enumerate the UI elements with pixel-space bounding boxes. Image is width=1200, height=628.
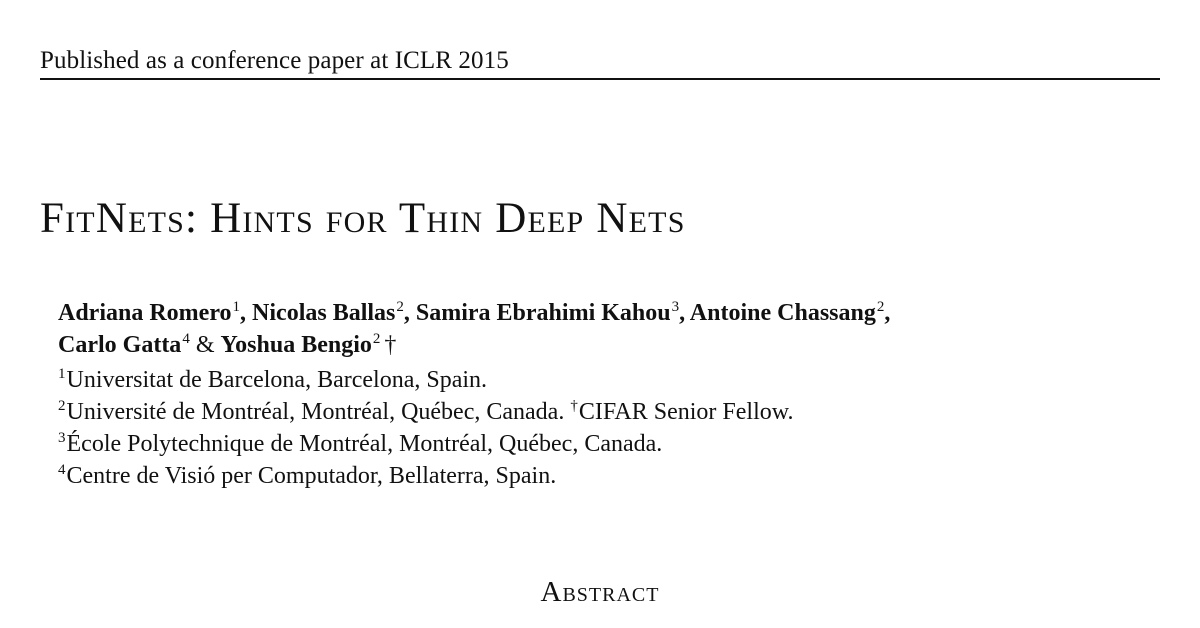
affiliation — [58, 460, 794, 492]
affiliation-mark: 4 — [58, 462, 66, 478]
affiliation-mark: 4 — [182, 331, 190, 347]
author-name: Adriana Romero — [58, 300, 232, 326]
affiliation-mark: 2 — [372, 331, 381, 347]
affiliation-text: Centre de Visió per Computador, Bellaterra, Spain. — [66, 463, 557, 489]
author-name: Carlo Gatta — [58, 332, 182, 358]
author-separator: , — [403, 300, 416, 326]
author-separator: , — [884, 300, 891, 326]
affiliation-text: École Polytechnique de Montréal, Montréal, Québec, Canada. — [66, 431, 663, 457]
affiliation — [58, 428, 794, 460]
affiliation-mark: 2 — [58, 398, 66, 414]
header-rule — [40, 78, 1160, 80]
affiliation-text: Université de Montréal, Montréal, Québec, Canada. — [66, 399, 571, 425]
paper-title: FitNets: Hints for Thin Deep Nets — [40, 195, 686, 242]
affiliation-mark: 2 — [396, 299, 404, 315]
author-name: Samira Ebrahimi Kahou — [415, 300, 671, 326]
author-separator: , — [679, 300, 690, 326]
abstract-heading: Abstract — [540, 576, 660, 608]
author-name: Yoshua Bengio — [220, 332, 372, 358]
affiliation-mark: 1 — [58, 366, 66, 382]
affiliation-list — [58, 364, 794, 492]
dagger-mark: † — [384, 332, 397, 358]
author-separator: & — [189, 332, 221, 358]
author-separator: , — [240, 300, 253, 326]
author — [416, 300, 679, 326]
author — [220, 332, 396, 358]
author-name: Antoine Chassang — [689, 300, 876, 326]
affiliation — [58, 364, 794, 396]
affiliation — [58, 396, 794, 428]
affiliation-mark: 3 — [671, 299, 680, 315]
author — [58, 300, 240, 326]
author — [58, 332, 190, 358]
running-head: Published as a conference paper at ICLR 2015 — [40, 47, 509, 74]
author-list — [58, 297, 1138, 361]
author — [690, 300, 885, 326]
author-name: Nicolas Ballas — [252, 300, 396, 326]
affiliation-mark: 1 — [232, 299, 241, 315]
dagger-mark: † — [570, 398, 578, 414]
affiliation-note: CIFAR Senior Fellow. — [578, 399, 794, 425]
affiliation-mark: 2 — [876, 299, 885, 315]
author — [252, 300, 404, 326]
affiliation-text: Universitat de Barcelona, Barcelona, Spain. — [66, 367, 488, 393]
affiliation-mark: 3 — [58, 430, 66, 446]
